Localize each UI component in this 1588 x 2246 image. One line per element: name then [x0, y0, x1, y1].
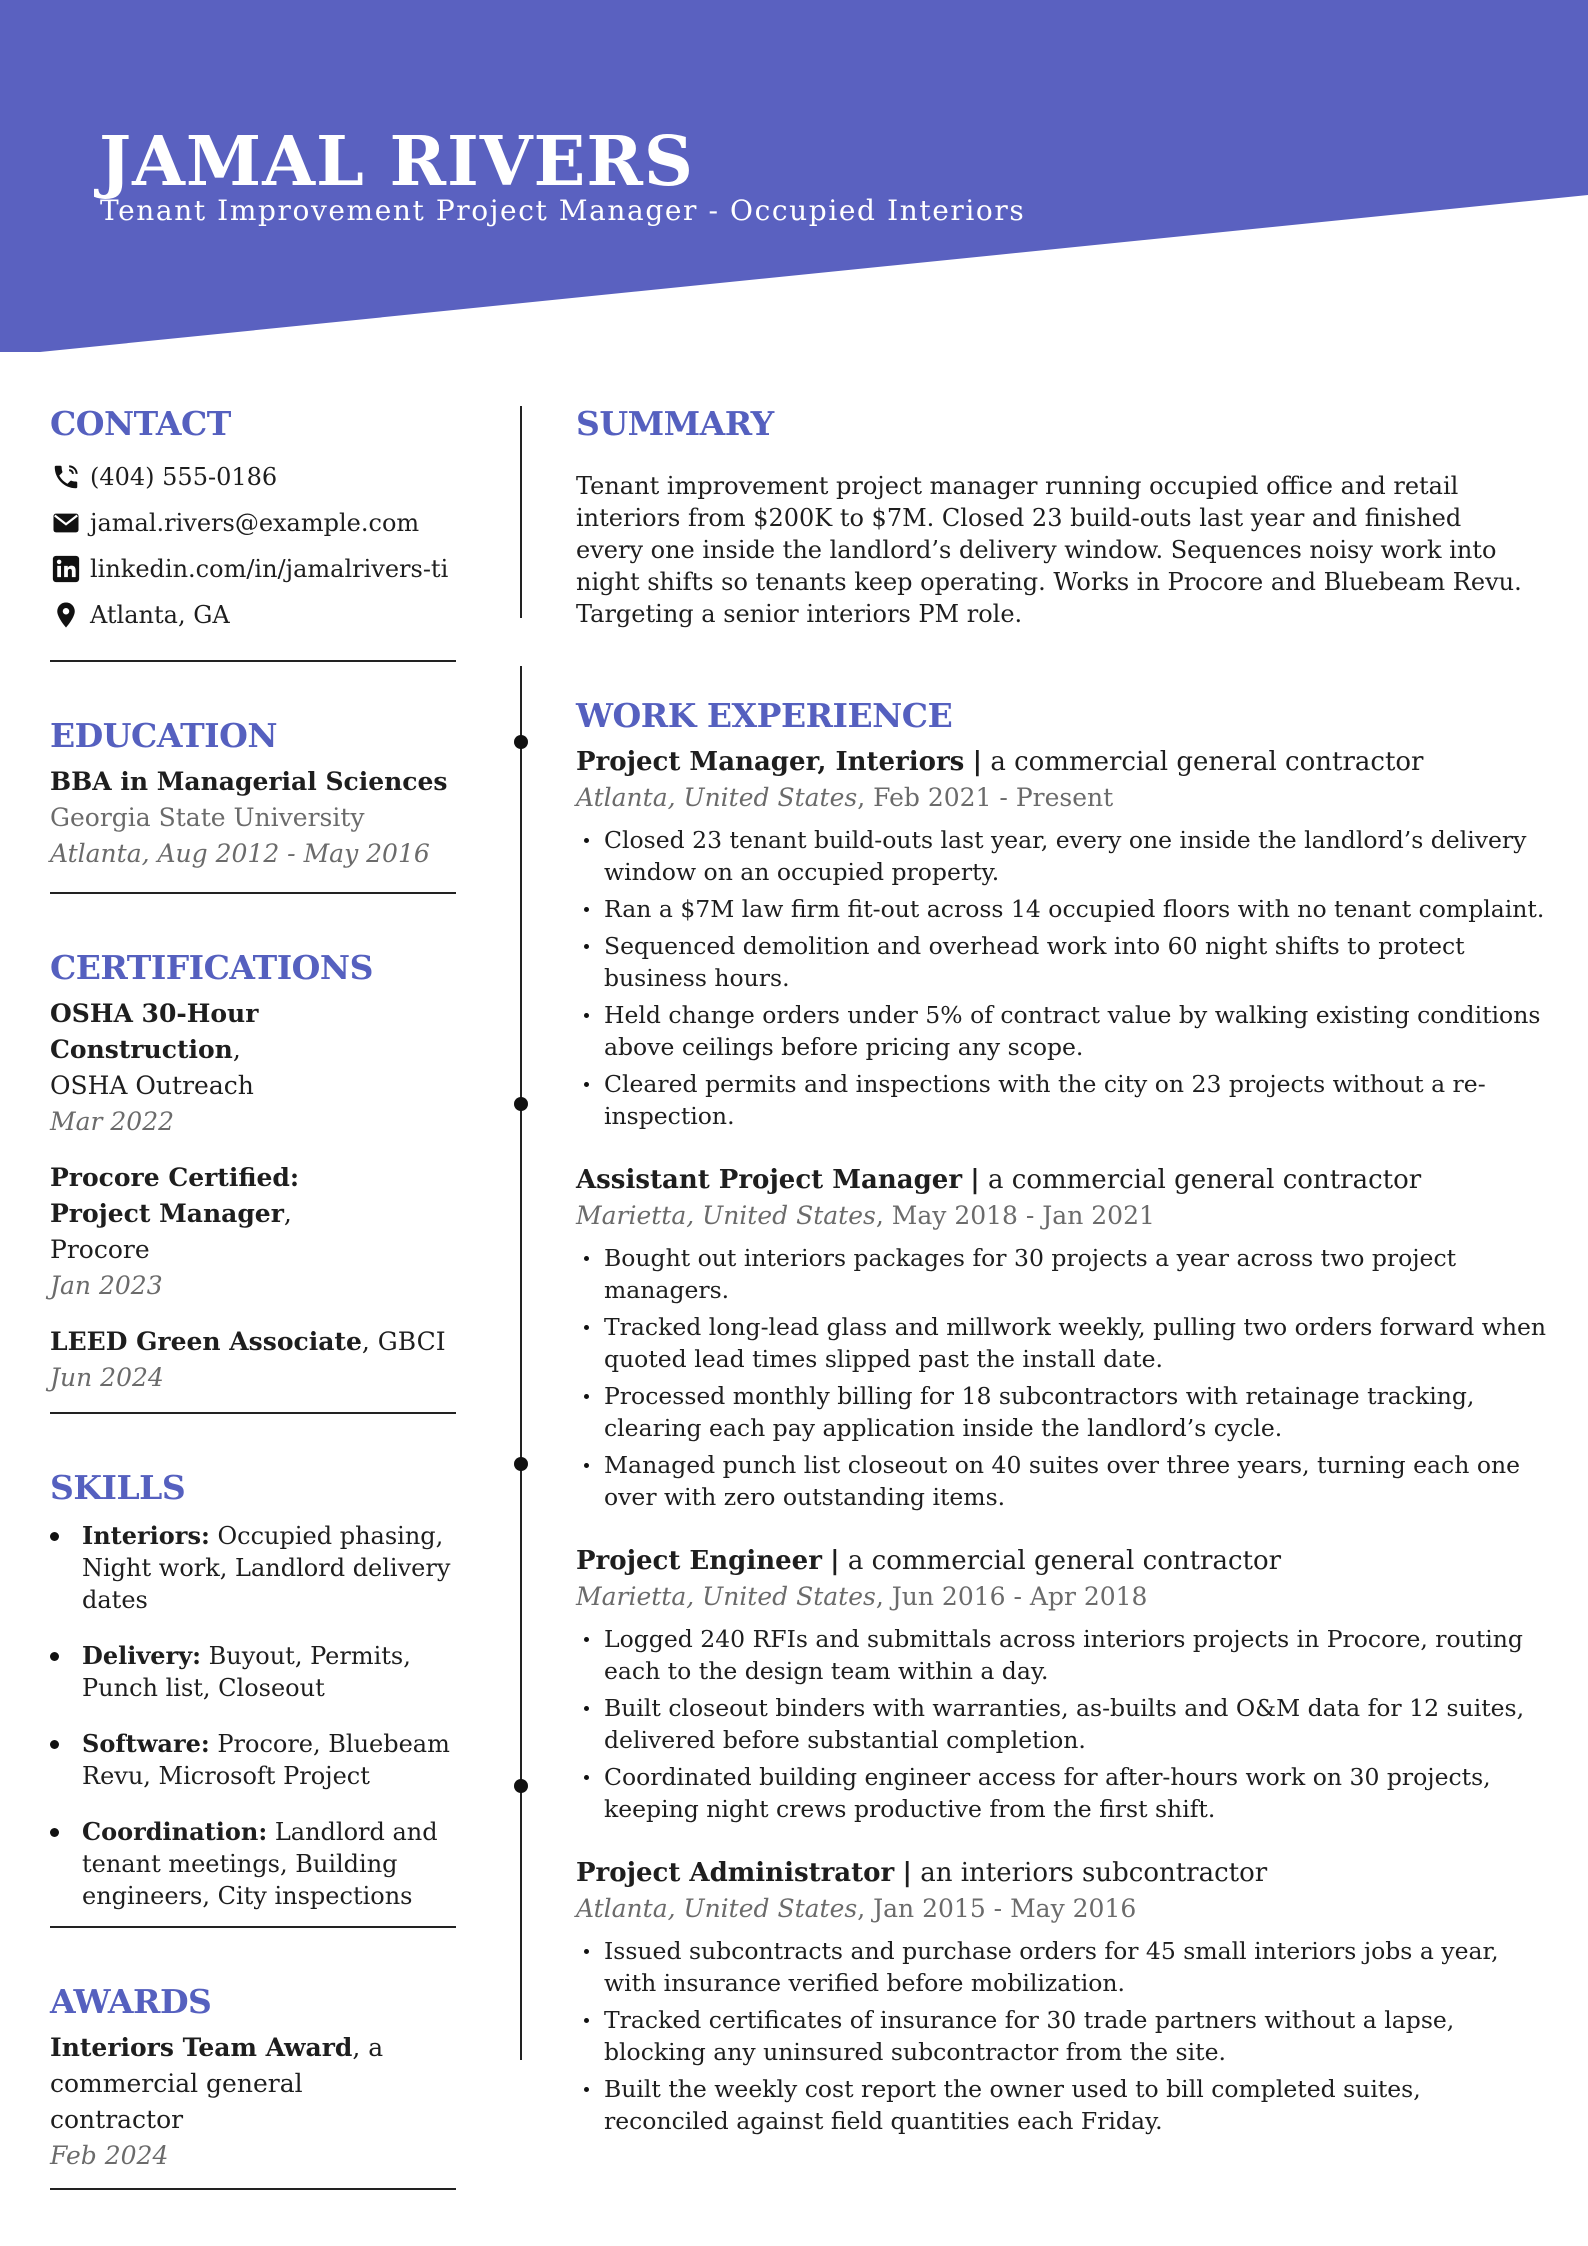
job-bullet: Ran a $7M law firm fit-out across 14 occupied floors with no tenant complaint. [576, 893, 1546, 925]
certification-item: LEED Green Associate, GBCI Jun 2024 [50, 1324, 456, 1396]
contact-email[interactable] [50, 500, 456, 546]
job-bullet: Closed 23 tenant build-outs last year, every one inside the landlord’s delivery window on an occupied property. [576, 824, 1546, 888]
job-entry: Assistant Project Manager | a commercial general contractor Marietta, United States, May 2018 - Jan 2021 Bought out interiors packages for 30 projects a year across two project managers. Tracked long-lead glass and millwork weekly, pulling two orders forward when quoted lead times slipped past the install date. Processed monthly billing for 18 subcontractors with retainage tracking, clearing each pay application inside the landlord’s cycle. Managed punch list closeout on 40 suites over three years, turning each one over with zero outstanding items. [576, 1165, 1546, 1511]
awards-section: AWARDS Interiors Team Award, a commercial general contractor Feb 2024 [50, 1980, 456, 2190]
education-dates: Atlanta, Aug 2012 - May 2016 [50, 839, 430, 868]
phone-icon [50, 461, 82, 493]
job-company: a commercial general contractor [988, 1165, 1422, 1195]
summary-rule [520, 406, 522, 618]
skill-item [50, 1520, 456, 1616]
skill-label: Delivery: [82, 1641, 201, 1670]
section-divider [50, 1926, 456, 1928]
skill-value: Occupied phasing, Night work, Landlord delivery dates [82, 1522, 451, 1614]
skill-label: Software: [82, 1729, 210, 1758]
job-bullet: Sequenced demolition and overhead work into 60 night shifts to protect business hours. [576, 930, 1546, 994]
job-bullet: Tracked long-lead glass and millwork weekly, pulling two orders forward when quoted lead times slipped past the install date. [576, 1311, 1546, 1375]
section-title-awards: AWARDS [50, 1982, 212, 2021]
job-role: Project Manager, Interiors [576, 747, 965, 777]
job-bullet: Managed punch list closeout on 40 suites over three years, turning each one over with zero outstanding items. [576, 1449, 1546, 1513]
skill-value: Procore, Bluebeam Revu, Microsoft Project [82, 1730, 450, 1790]
job-bullet: Bought out interiors packages for 30 projects a year across two project managers. [576, 1242, 1546, 1306]
contact-linkedin[interactable] [50, 546, 456, 592]
timeline-dot [514, 1779, 528, 1793]
section-title-certifications: CERTIFICATIONS [50, 948, 373, 987]
section-title-skills: SKILLS [50, 1468, 186, 1507]
location-pin-icon [50, 599, 82, 631]
job-bullets [576, 1623, 1546, 1825]
job-company: an interiors subcontractor [920, 1858, 1268, 1888]
certification-name: OSHA 30-Hour Construction [50, 999, 259, 1064]
job-bullets [576, 1935, 1546, 2137]
job-company: a commercial general contractor [847, 1546, 1282, 1576]
certification-date: Jun 2024 [50, 1363, 164, 1392]
contact-location [50, 592, 456, 638]
certifications-section [50, 946, 456, 1414]
job-dates: Jun 2016 - Apr 2018 [891, 1582, 1148, 1611]
job-entry: Project Engineer | a commercial general contractor Marietta, United States, Jun 2016 - Apr 2018 Logged 240 RFIs and submittals across interiors projects in Procore, routing each to the design team within a day. Built closeout binders with warranties, as-builts and O&M data for 12 suites, delivered before substantial completion. Coordinated building engineer access for after-hours work on 30 projects, keeping night crews productive from the first shift. [576, 1543, 1546, 1825]
contact-phone [50, 454, 456, 500]
job-bullet: Logged 240 RFIs and submittals across interiors projects in Procore, routing each to the design team within a day. [576, 1623, 1546, 1687]
contact-location-text: Atlanta, GA [90, 601, 230, 629]
certification-item: OSHA 30-Hour Construction, OSHA Outreach Mar 2022 [50, 996, 456, 1140]
skills-section [50, 1466, 456, 1928]
job-bullet: Built the weekly cost report the owner used to bill completed suites, reconciled against field quantities each Friday. [576, 2073, 1546, 2137]
section-divider [50, 1412, 456, 1414]
section-divider [50, 660, 456, 662]
job-bullet: Processed monthly billing for 18 subcontractors with retainage tracking, clearing each pay application inside the landlord’s cycle. [576, 1380, 1546, 1444]
skill-item [50, 1640, 456, 1704]
skill-value: Landlord and tenant meetings, Building engineers, City inspections [82, 1818, 438, 1910]
skill-label: Interiors: [82, 1521, 210, 1550]
skill-item [50, 1816, 456, 1912]
job-company: a commercial general contractor [990, 747, 1424, 777]
section-title-summary: SUMMARY [576, 404, 774, 443]
job-bullet: Cleared permits and inspections with the city on 23 projects without a re-inspection. [576, 1068, 1546, 1132]
education-school: Georgia State University [50, 803, 365, 832]
education-section [50, 714, 456, 894]
summary-text: Tenant improvement project manager running occupied office and retail interiors from $200K to $7M. Closed 23 build-outs last year and finished every one inside the landlord’s delivery window. Sequences noisy work into night shifts so tenants keep operating. Works in Procore and Bluebeam Revu. Targeting a senior interiors PM role. [576, 472, 1522, 628]
timeline-line [520, 666, 522, 2060]
certification-date: Mar 2022 [50, 1107, 175, 1136]
job-bullet: Issued subcontracts and purchase orders for 45 small interiors jobs a year, with insurance verified before mobilization. [576, 1935, 1546, 1999]
section-divider [50, 892, 456, 894]
skill-item [50, 1728, 456, 1792]
education-degree: BBA in Managerial Sciences [50, 767, 448, 796]
job-bullet: Tracked certificates of insurance for 30 trade partners without a lapse, blocking any uninsured subcontractor from the site. [576, 2004, 1546, 2068]
contact-phone-text: (404) 555-0186 [90, 463, 278, 491]
right-column [576, 402, 1546, 2142]
skill-label: Coordination: [82, 1817, 268, 1846]
left-column [50, 402, 456, 2190]
job-entry: Project Administrator | an interiors subcontractor Atlanta, United States, Jan 2015 - May 2016 Issued subcontracts and purchase orders for 45 small interiors jobs a year, with insurance verified before mobilization. Tracked certificates of insurance for 30 trade partners without a lapse, blocking any uninsured subcontractor from the site. Built the weekly cost report the owner used to bill completed suites, reconciled against field quantities each Friday. [576, 1855, 1546, 2137]
job-entry: Project Manager, Interiors | a commercial general contractor Atlanta, United States, Feb 2021 - Present Closed 23 tenant build-outs last year, every one inside the landlord’s delivery window on an occupied property. Ran a $7M law firm fit-out across 14 occupied floors with no tenant complaint. Sequenced demolition and overhead work into 60 night shifts to protect business hours. Held change orders under 5% of contract value by walking existing conditions above ceilings before pricing any scope. Cleared permits and inspections with the city on 23 projects without a re-inspection. [576, 747, 1545, 1130]
job-dates: Jan 2015 - May 2016 [873, 1894, 1137, 1923]
job-bullets [576, 824, 1546, 1132]
certification-name: LEED Green Associate [50, 1327, 362, 1356]
job-bullets [576, 1242, 1546, 1513]
certification-issuer: Procore [50, 1235, 150, 1264]
award-date: Feb 2024 [50, 2141, 169, 2170]
contact-email-text[interactable]: jamal.rivers@example.com [90, 509, 420, 537]
certification-issuer: OSHA Outreach [50, 1071, 254, 1100]
certification-item: Procore Certified: Project Manager, Procore Jan 2023 [50, 1160, 380, 1304]
skills-list [50, 1520, 456, 1912]
timeline-dot [514, 1457, 528, 1471]
job-dates: Feb 2021 - Present [873, 783, 1114, 812]
summary-section [576, 402, 1546, 630]
job-role: Project Administrator [576, 1858, 895, 1888]
certification-issuer: GBCI [377, 1327, 446, 1356]
job-dates: May 2018 - Jan 2021 [891, 1201, 1155, 1230]
job-bullet: Coordinated building engineer access for after-hours work on 30 projects, keeping night crews productive from the first shift. [576, 1761, 1546, 1825]
experience-section [576, 694, 1546, 2137]
job-role: Project Engineer [576, 1546, 822, 1576]
timeline-dot [514, 735, 528, 749]
section-title-experience: WORK EXPERIENCE [576, 696, 953, 735]
certification-date: Jan 2023 [50, 1271, 163, 1300]
candidate-name: JAMAL RIVERS [99, 122, 694, 202]
contact-section [50, 402, 456, 662]
job-bullet: Held change orders under 5% of contract value by walking existing conditions above ceilings before pricing any scope. [576, 999, 1546, 1063]
contact-linkedin-text[interactable]: linkedin.com/in/jamalrivers-ti [90, 555, 449, 583]
award-issuer: a commercial general contractor [50, 2033, 384, 2134]
job-role: Assistant Project Manager [576, 1165, 963, 1195]
linkedin-icon [50, 553, 82, 585]
job-bullet: Built closeout binders with warranties, as-builts and O&M data for 12 suites, delivered before substantial completion. [576, 1692, 1546, 1756]
mail-icon [50, 507, 82, 539]
certification-name: Procore Certified: Project Manager [50, 1163, 300, 1228]
timeline-dot [514, 1097, 528, 1111]
candidate-tagline: Tenant Improvement Project Manager - Occupied Interiors [100, 194, 1026, 227]
job-location: Marietta, United States [576, 1201, 876, 1230]
job-location: Atlanta, United States [576, 1894, 858, 1923]
skill-value: Buyout, Permits, Punch list, Closeout [82, 1642, 411, 1702]
section-title-education: EDUCATION [50, 716, 278, 755]
award-name: Interiors Team Award [50, 2033, 353, 2062]
job-location: Atlanta, United States [576, 783, 858, 812]
section-divider [50, 2188, 456, 2190]
job-location: Marietta, United States [576, 1582, 876, 1611]
section-title-contact: CONTACT [50, 404, 231, 443]
